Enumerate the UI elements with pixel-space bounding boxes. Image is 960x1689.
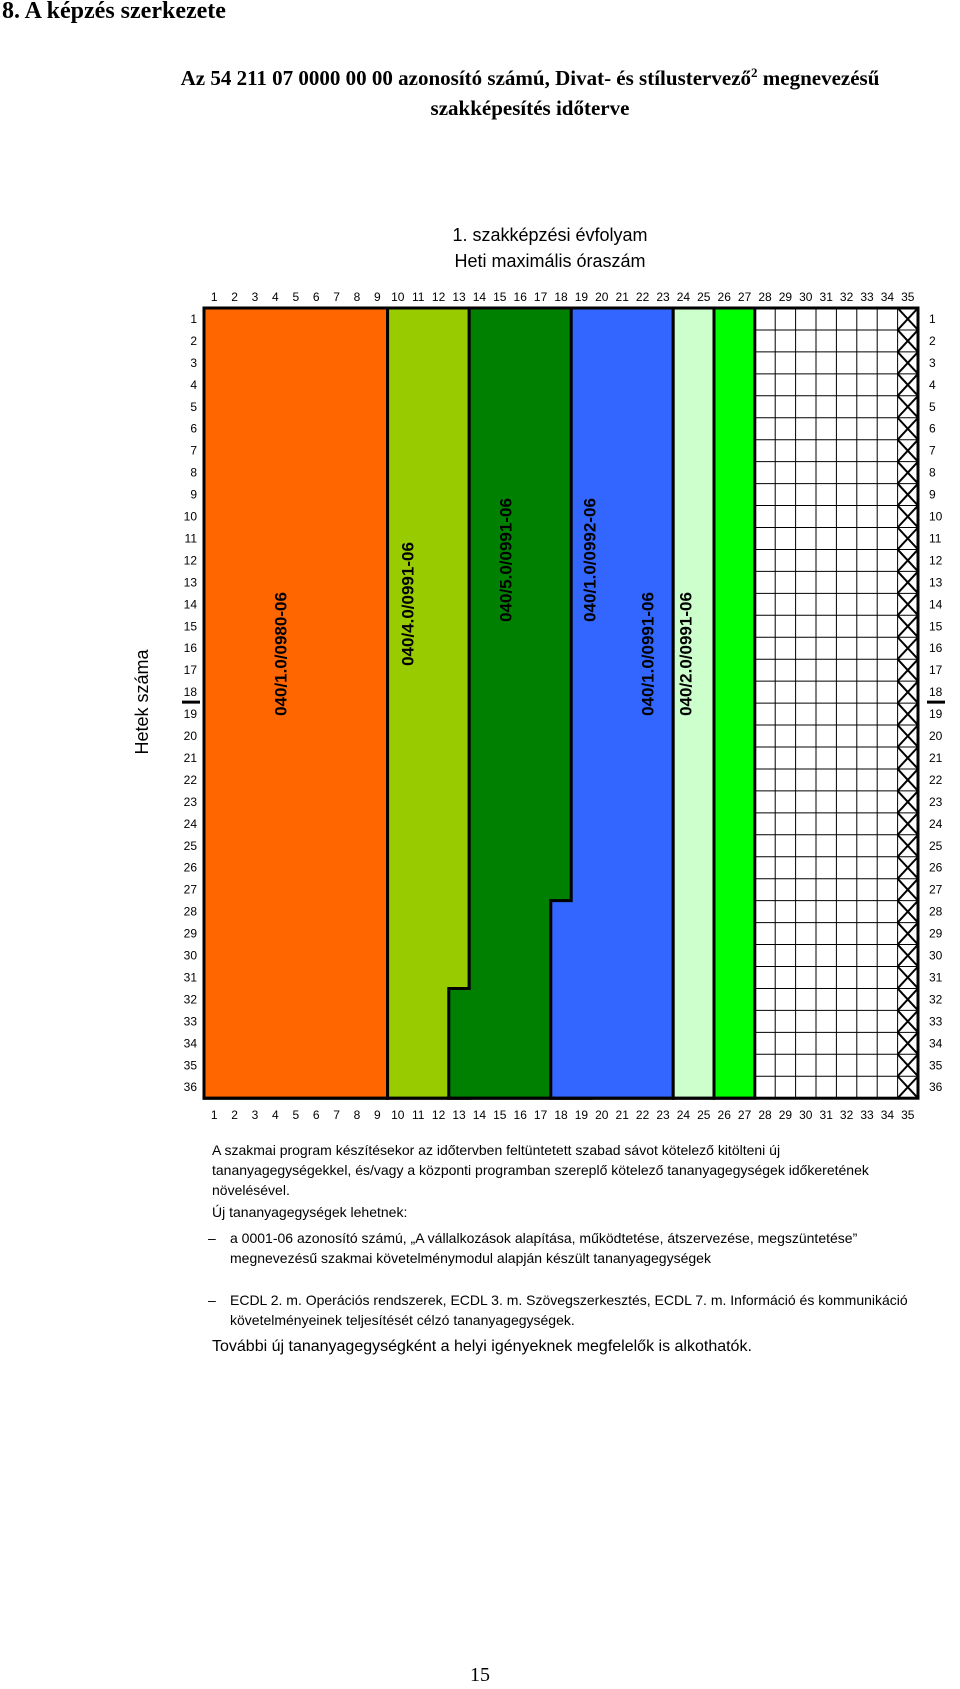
y-tick-label-left: 8 — [190, 465, 197, 480]
closing-sentence: További új tananyagegységként a helyi igényeknek megfelelők is alkothatók. — [212, 1338, 752, 1355]
y-tick-label-left: 21 — [183, 750, 197, 765]
x-tick-label-bottom: 15 — [493, 1108, 507, 1122]
x-tick-label-bottom: 30 — [799, 1108, 813, 1122]
x-tick-label-top: 30 — [799, 290, 813, 304]
x-tick-label-bottom: 26 — [717, 1108, 731, 1122]
y-tick-label-right: 30 — [929, 948, 943, 963]
y-tick-label-left: 27 — [183, 882, 197, 897]
y-tick-label-left: 28 — [183, 904, 197, 919]
y-tick-label-right: 13 — [929, 575, 943, 590]
x-tick-label-bottom: 2 — [231, 1108, 238, 1122]
y-tick-label-right: 28 — [929, 904, 943, 919]
x-tick-label-top: 3 — [251, 290, 259, 304]
y-tick-label-left: 19 — [183, 707, 197, 722]
y-tick-label-right: 9 — [929, 487, 936, 502]
note-list-text-1: a 0001-06 azonosító számú, „A vállalkozások alapítása, működtetése, átszervezése, megszüntetése” megnevezésű szakmai követelménymodul alapján készült tananyagegységek — [230, 1230, 858, 1266]
y-tick-label-right: 6 — [929, 421, 936, 436]
x-tick-label-bottom: 20 — [595, 1108, 609, 1122]
x-tick-label-bottom: 6 — [312, 1108, 320, 1122]
y-tick-label-left: 36 — [183, 1080, 197, 1095]
note-list-item-2 — [208, 1290, 920, 1330]
x-tick-label-top: 18 — [554, 290, 568, 304]
x-tick-label-bottom: 27 — [737, 1108, 752, 1122]
x-tick-label-bottom: 17 — [533, 1108, 548, 1122]
module-label: 040/4.0/0991-06 — [398, 542, 418, 666]
y-tick-label-left: 11 — [184, 531, 197, 546]
module-block-6 — [714, 308, 755, 1098]
y-tick-label-right: 12 — [929, 553, 943, 568]
x-tick-label-top: 35 — [901, 290, 915, 304]
x-tick-label-top: 5 — [292, 290, 300, 304]
y-tick-label-left: 17 — [183, 663, 197, 678]
document-title-line2: szakképesítés időterve — [430, 96, 630, 120]
module-label: 040/5.0/0991-06 — [496, 498, 516, 622]
x-tick-label-top: 32 — [839, 290, 854, 304]
document-title-text-end: megnevezésű — [757, 66, 880, 90]
y-tick-label-left: 34 — [183, 1036, 197, 1051]
y-tick-label-left: 6 — [190, 421, 197, 436]
module-label: 040/1.0/0991-06 — [638, 592, 658, 716]
x-tick-label-bottom: 33 — [860, 1108, 874, 1122]
y-tick-label-left: 2 — [190, 333, 197, 348]
list-dash: – — [208, 1292, 216, 1308]
y-tick-label-right: 2 — [929, 333, 936, 348]
y-tick-label-left: 9 — [190, 487, 197, 502]
y-tick-label-right: 31 — [929, 970, 943, 985]
x-tick-label-top: 29 — [778, 290, 793, 304]
x-tick-label-bottom: 14 — [472, 1108, 487, 1122]
y-tick-label-right: 5 — [929, 399, 936, 414]
x-tick-label-top: 28 — [758, 290, 772, 304]
y-tick-label-left: 35 — [183, 1058, 197, 1073]
y-tick-label-left: 16 — [183, 641, 197, 656]
x-tick-label-bottom: 9 — [374, 1108, 381, 1122]
x-tick-label-bottom: 24 — [676, 1108, 691, 1122]
x-tick-label-top: 23 — [656, 290, 670, 304]
x-tick-label-top: 12 — [431, 290, 446, 304]
y-tick-label-left: 13 — [183, 575, 197, 590]
x-tick-label-top: 8 — [353, 290, 361, 304]
x-tick-label-bottom: 10 — [391, 1108, 405, 1122]
x-tick-label-top: 24 — [676, 290, 691, 304]
x-tick-label-bottom: 34 — [880, 1108, 895, 1122]
y-tick-label-right: 21 — [929, 750, 943, 765]
note-list-text-2: ECDL 2. m. Operációs rendszerek, ECDL 3. m. Szövegszerkesztés, ECDL 7. m. Információ és kommunikáció követelményeinek teljesítését célzó tananyagegységek. — [230, 1292, 908, 1328]
y-tick-label-left: 20 — [183, 729, 197, 744]
y-tick-label-right: 23 — [929, 794, 943, 809]
x-tick-label-top: 16 — [513, 290, 527, 304]
x-tick-label-top: 10 — [391, 290, 405, 304]
x-tick-label-bottom: 11 — [411, 1108, 425, 1122]
y-tick-label-right: 10 — [929, 509, 943, 524]
x-tick-label-bottom: 18 — [554, 1108, 568, 1122]
y-tick-label-right: 19 — [929, 707, 943, 722]
y-axis-title: Hetek száma — [132, 649, 152, 755]
x-tick-label-top: 13 — [452, 290, 466, 304]
y-tick-label-right: 24 — [929, 816, 943, 831]
y-tick-label-left: 33 — [183, 1014, 197, 1029]
x-tick-label-top: 11 — [411, 290, 425, 304]
note-text-1: A szakmai program készítésekor az időtervben feltüntetett szabad sávot kötelező kitölteni új tananyagegységekkel, és/vagy a központi programban szereplő kötelező tananyagegységek időkeretének növelésével. — [212, 1142, 869, 1198]
x-tick-label-top: 17 — [533, 290, 548, 304]
x-tick-label-bottom: 4 — [272, 1108, 279, 1122]
x-tick-label-bottom: 7 — [333, 1108, 340, 1122]
x-tick-label-bottom: 23 — [656, 1108, 670, 1122]
x-tick-label-top: 15 — [493, 290, 507, 304]
y-tick-label-left: 15 — [183, 619, 197, 634]
y-tick-label-right: 18 — [929, 685, 943, 700]
document-title-text: Az 54 211 07 0000 00 00 azonosító számú, Divat- és stílustervező — [180, 66, 752, 90]
y-tick-label-left: 24 — [183, 816, 197, 831]
y-tick-label-right: 33 — [929, 1014, 943, 1029]
y-tick-label-right: 34 — [929, 1036, 943, 1051]
x-tick-label-top: 21 — [615, 290, 629, 304]
y-tick-label-left: 4 — [190, 377, 197, 392]
note-text-2: Új tananyagegységek lehetnek: — [212, 1204, 408, 1220]
x-tick-label-bottom: 31 — [819, 1108, 833, 1122]
y-tick-label-left: 23 — [183, 794, 197, 809]
chart-title-line2: Heti maximális óraszám — [454, 251, 646, 271]
note-list-item-1 — [208, 1228, 920, 1268]
y-tick-label-right: 32 — [929, 992, 943, 1007]
y-tick-label-left: 1 — [190, 311, 197, 326]
x-tick-label-bottom: 21 — [615, 1108, 629, 1122]
x-tick-label-bottom: 28 — [758, 1108, 772, 1122]
x-tick-label-bottom: 25 — [697, 1108, 711, 1122]
x-tick-label-bottom: 13 — [452, 1108, 466, 1122]
y-tick-label-right: 15 — [929, 619, 943, 634]
y-tick-label-left: 14 — [183, 597, 197, 612]
y-tick-label-left: 31 — [183, 970, 197, 985]
y-tick-label-right: 11 — [929, 531, 942, 546]
document-title-superscript: 2 — [751, 65, 758, 80]
x-tick-label-top: 27 — [737, 290, 752, 304]
y-tick-label-right: 14 — [929, 597, 943, 612]
y-tick-label-right: 16 — [929, 641, 943, 656]
y-tick-label-left: 18 — [183, 685, 197, 700]
x-tick-label-bottom: 16 — [513, 1108, 527, 1122]
y-tick-label-left: 25 — [183, 838, 197, 853]
y-tick-label-right: 8 — [929, 465, 936, 480]
y-tick-label-right: 36 — [929, 1080, 943, 1095]
y-tick-label-right: 29 — [929, 926, 943, 941]
x-tick-label-top: 31 — [819, 290, 833, 304]
module-label: 040/2.0/0991-06 — [676, 592, 696, 716]
y-tick-label-right: 3 — [929, 355, 936, 370]
x-tick-label-top: 22 — [635, 290, 650, 304]
y-tick-label-left: 30 — [183, 948, 197, 963]
y-tick-label-right: 7 — [929, 443, 936, 458]
x-tick-label-top: 2 — [231, 290, 238, 304]
y-tick-label-left: 12 — [183, 553, 197, 568]
y-tick-label-right: 4 — [929, 377, 936, 392]
x-tick-label-top: 20 — [595, 290, 609, 304]
y-tick-label-right: 20 — [929, 729, 943, 744]
x-tick-label-bottom: 3 — [251, 1108, 259, 1122]
x-tick-label-bottom: 32 — [839, 1108, 854, 1122]
y-tick-label-left: 10 — [183, 509, 197, 524]
y-tick-label-left: 32 — [183, 992, 197, 1007]
x-tick-label-bottom: 8 — [353, 1108, 361, 1122]
x-tick-label-top: 7 — [333, 290, 340, 304]
note-paragraph-2 — [212, 1202, 917, 1222]
x-tick-label-top: 26 — [717, 290, 731, 304]
module-label: 040/1.0/0980-06 — [271, 592, 291, 716]
y-tick-label-right: 1 — [929, 311, 936, 326]
x-tick-label-bottom: 19 — [574, 1108, 589, 1122]
page-number: 15 — [470, 1664, 490, 1686]
y-tick-label-right: 22 — [929, 772, 943, 787]
x-tick-label-top: 19 — [574, 290, 589, 304]
x-tick-label-bottom: 22 — [635, 1108, 650, 1122]
y-tick-label-right: 35 — [929, 1058, 943, 1073]
x-tick-label-top: 33 — [860, 290, 874, 304]
x-tick-label-bottom: 5 — [292, 1108, 300, 1122]
x-tick-label-top: 25 — [697, 290, 711, 304]
y-tick-label-left: 26 — [183, 860, 197, 875]
x-tick-label-top: 14 — [472, 290, 487, 304]
section-heading: 8. A képzés szerkezete — [2, 0, 226, 24]
x-tick-label-top: 9 — [374, 290, 381, 304]
y-tick-label-right: 25 — [929, 838, 943, 853]
module-block-2 — [388, 308, 470, 1098]
y-tick-label-right: 27 — [929, 882, 943, 897]
x-tick-label-top: 1 — [210, 290, 218, 304]
x-tick-label-bottom: 29 — [778, 1108, 793, 1122]
y-tick-label-left: 3 — [190, 355, 197, 370]
x-tick-label-top: 6 — [312, 290, 320, 304]
module-label: 040/1.0/0992-06 — [580, 498, 600, 622]
x-tick-label-bottom: 35 — [901, 1108, 915, 1122]
x-tick-label-top: 4 — [272, 290, 279, 304]
y-tick-label-right: 17 — [929, 663, 943, 678]
chart-title-line1: 1. szakképzési évfolyam — [452, 225, 648, 245]
module-block-1 — [204, 308, 388, 1098]
y-tick-label-left: 29 — [183, 926, 197, 941]
y-tick-label-left: 7 — [190, 443, 197, 458]
y-tick-label-left: 5 — [190, 399, 197, 414]
list-dash: – — [208, 1230, 216, 1246]
x-tick-label-top: 34 — [880, 290, 895, 304]
y-tick-label-left: 22 — [183, 772, 197, 787]
y-tick-label-right: 26 — [929, 860, 943, 875]
note-paragraph-1 — [212, 1140, 917, 1200]
x-tick-label-bottom: 12 — [431, 1108, 446, 1122]
x-tick-label-bottom: 1 — [210, 1108, 218, 1122]
